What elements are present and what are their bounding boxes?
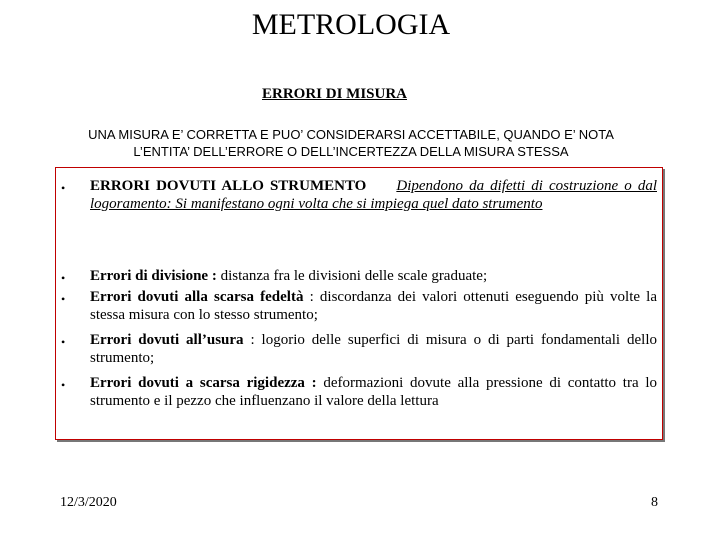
error-item-label: Errori di divisione :: [90, 268, 217, 284]
error-item-fidelity: [90, 289, 657, 324]
slide-subtitle: ERRORI DI MISURA: [262, 86, 408, 102]
error-item-rigidity: [90, 375, 657, 410]
bullet-marker: •: [61, 378, 66, 392]
intro-line-1: UNA MISURA E’ CORRETTA E PUO’ CONSIDERARSI ACCETTABILE, QUANDO E’ NOTA: [88, 127, 614, 142]
bullet-marker: •: [61, 335, 66, 349]
content-box: [55, 167, 663, 440]
error-item-label: Errori dovuti a scarsa rigidezza :: [90, 375, 317, 391]
error-item-division: [90, 268, 657, 286]
error-item-wear: [90, 332, 657, 367]
error-item-label: Errori dovuti all’usura: [90, 332, 244, 348]
intro-line-2: L’ENTITA’ DELL’ERRORE O DELL’INCERTEZZA DELLA MISURA STESSA: [133, 144, 569, 159]
bullet-marker: •: [61, 292, 66, 306]
slide-number: 8: [651, 495, 658, 510]
instrument-errors-heading: ERRORI DOVUTI ALLO STRUMENTO: [90, 178, 367, 194]
bullet-marker: •: [61, 271, 66, 285]
error-item-text: distanza fra le divisioni delle scale graduate;: [216, 268, 488, 284]
bullet-marker: •: [61, 181, 66, 195]
slide-title: METROLOGIA: [251, 8, 451, 41]
footer-date: 12/3/2020: [60, 495, 117, 510]
instrument-errors-description: Dipendono da difetti di costruzione o dal logoramento: Si manifestano ogni volta che si impiega quel dato strumento: [90, 178, 657, 212]
instrument-errors-item: [90, 178, 657, 213]
intro-text: [60, 126, 642, 160]
error-item-text: : discordanza dei valori ottenuti eseguendo più volte la stessa misura con lo stesso strumento;: [90, 289, 657, 323]
error-item-label: Errori dovuti alla scarsa fedeltà: [90, 289, 304, 305]
error-item-text: : logorio delle superfici di misura o di parti fondamentali dello strumento;: [90, 332, 658, 366]
error-item-text: deformazioni dovute alla pressione di contatto tra lo strumento e il pezzo che influenzano il valore della lettura: [90, 375, 657, 409]
